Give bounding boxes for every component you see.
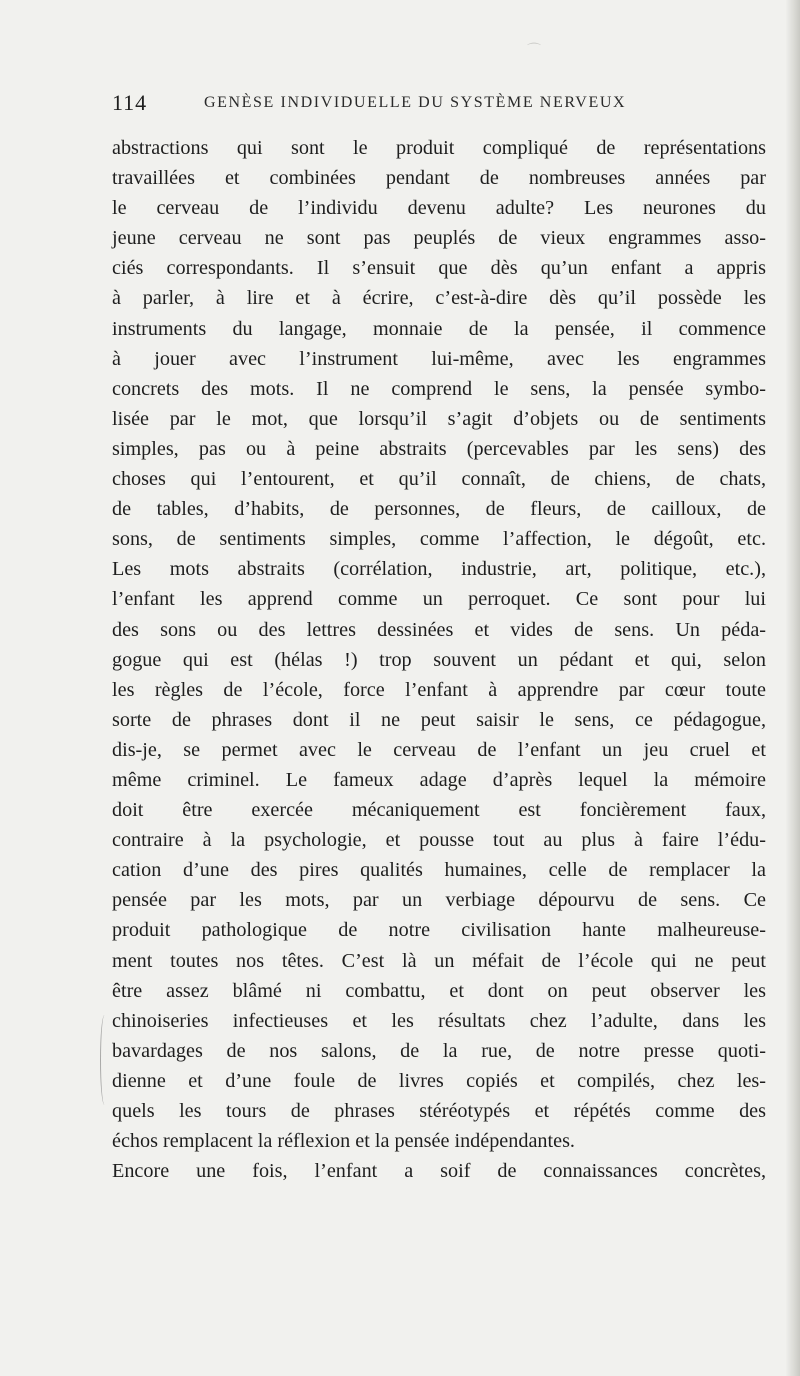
text-line: doit être exercée mécaniquement est foncièrement faux,: [112, 799, 766, 822]
ink-smudge: ⌒: [527, 44, 541, 59]
text-line: dienne et d’une foule de livres copiés et compilés, chez les-: [112, 1069, 766, 1092]
text-line: chinoiseries infectieuses et les résultats chez l’adulte, dans les: [112, 1009, 766, 1032]
text-line: simples, pas ou à peine abstraits (percevables par les sens) des: [112, 437, 766, 460]
text-line: choses qui l’entourent, et qu’il connaît, de chiens, de chats,: [112, 468, 766, 491]
text-line: bavardages de nos salons, de la rue, de notre presse quoti-: [112, 1039, 766, 1062]
text-line: Encore une fois, l’enfant a soif de connaissances concrètes,: [112, 1160, 766, 1183]
text-line: jeune cerveau ne sont pas peuplés de vieux engrammes asso-: [112, 227, 766, 250]
text-line: même criminel. Le fameux adage d’après lequel la mémoire: [112, 768, 766, 791]
page-header: [112, 90, 672, 130]
page-number: 114: [112, 90, 148, 115]
text-line: le cerveau de l’individu devenu adulte? Les neurones du: [112, 197, 766, 220]
text-line: cation d’une des pires qualités humaines, celle de remplacer la: [112, 859, 766, 882]
margin-pencil-mark: [100, 1015, 109, 1105]
text-line: travaillées et combinées pendant de nombreuses années par: [112, 167, 766, 190]
text-line: échos remplacent la réflexion et la pensée indépendantes.: [112, 1130, 575, 1153]
text-line: dis-je, se permet avec le cerveau de l’enfant un jeu cruel et: [112, 738, 766, 761]
text-line: à parler, à lire et à écrire, c’est-à-dire dès qu’il possède les: [112, 287, 766, 310]
text-line: pensée par les mots, par un verbiage dépourvu de sens. Ce: [112, 889, 766, 912]
text-line: Les mots abstraits (corrélation, industrie, art, politique, etc.),: [112, 558, 766, 581]
text-line: instruments du langage, monnaie de la pensée, il commence: [112, 317, 766, 340]
text-line: abstractions qui sont le produit compliqué de représentations: [112, 137, 766, 159]
page-edge-shadow: [786, 0, 800, 1376]
text-line: lisée par le mot, que lorsqu’il s’agit d’objets ou de sentiments: [112, 407, 766, 430]
text-line: à jouer avec l’instrument lui-même, avec les engrammes: [112, 347, 766, 370]
text-line: de tables, d’habits, de personnes, de fleurs, de cailloux, de: [112, 498, 766, 521]
text-line: sorte de phrases dont il ne peut saisir le sens, ce pédagogue,: [112, 708, 766, 731]
text-line: produit pathologique de notre civilisation hante malheureuse-: [112, 919, 766, 942]
text-line: des sons ou des lettres dessinées et vides de sens. Un péda-: [112, 618, 766, 641]
text-line: ment toutes nos têtes. C’est là un méfait de l’école qui ne peut: [112, 949, 766, 972]
text-line: contraire à la psychologie, et pousse tout au plus à faire l’édu-: [112, 829, 766, 852]
body-text: [112, 133, 766, 1186]
text-line: quels les tours de phrases stéréotypés et répétés comme des: [112, 1100, 766, 1122]
text-line: concrets des mots. Il ne comprend le sens, la pensée symbo-: [112, 377, 766, 400]
text-line: sons, de sentiments simples, comme l’affection, le dégoût, etc.: [112, 528, 766, 551]
text-line: les règles de l’école, force l’enfant à apprendre par cœur toute: [112, 678, 766, 701]
running-title: GENÈSE INDIVIDUELLE DU SYSTÈME NERVEUX: [204, 94, 627, 111]
text-line: l’enfant les apprend comme un perroquet. Ce sont pour lui: [112, 588, 766, 611]
text-line: être assez blâmé ni combattu, et dont on peut observer les: [112, 979, 766, 1002]
text-line: ciés correspondants. Il s’ensuit que dès qu’un enfant a appris: [112, 257, 766, 280]
text-line: gogue qui est (hélas !) trop souvent un pédant et qui, selon: [112, 648, 766, 671]
